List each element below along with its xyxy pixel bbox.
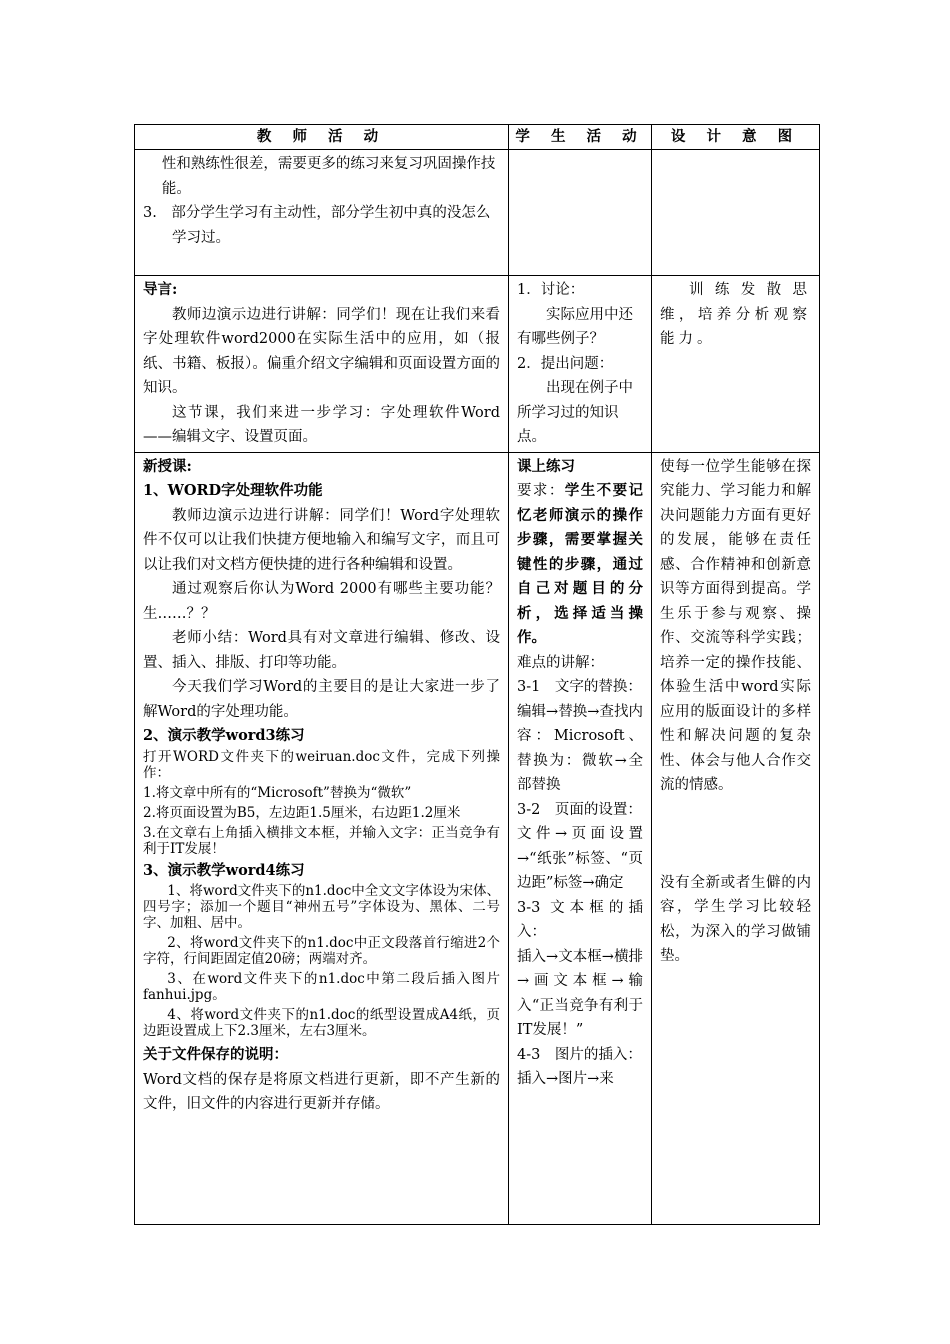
row1-teacher-cell [135, 150, 509, 276]
section3-title: 3、演示教学word4练习 [143, 861, 305, 879]
section3-line-3: 3、在word文件夹下的n1.doc中第二段后插入图片fanhui.jpg。 [143, 971, 500, 1003]
row1-teacher-line2: 3. 部分学生学习有主动性，部分学生初中真的没怎么学习过。 [143, 205, 491, 246]
header-student-activity: 学 生 活 动 [509, 125, 652, 150]
practice-requirement [517, 479, 643, 651]
requirement-label: 要求： [517, 483, 565, 499]
step-3-3-text: 插入→文本框→横排→画文本框→输入“正当竞争有利于IT发展！” [517, 948, 643, 1038]
row3-design-text-1: 使每一位学生能够在探究能力、学习能力和解决问题能力方面有更好的发展，能够在责任感、合作精神和创新意识等方面得到提高。学生乐于参与观察、操作、交流等科学实践；培养一定的操作技能、体验生活中word实际应用的版面设计的多样性和解决问题的复杂性、体会与他人合作交流的情感。 [660, 458, 811, 793]
student-question-text: 出现在例子中所学习过的知识点。 [517, 380, 633, 445]
step-3-2-text: 文件→页面设置→“纸张”标签、“页边距”标签→确定 [517, 826, 643, 891]
row3-student-cell [509, 452, 652, 1224]
section1-paragraph-2: 通过观察后你认为Word 2000有哪些主要功能？生……？？ [143, 581, 500, 622]
section2-line-3: 2.将页面设置为B5，左边距1.5厘米，右边距1.2厘米 [143, 804, 461, 821]
section2-line-1: 打开WORD文件夹下的weiruan.doc文件，完成下列操作： [143, 748, 500, 781]
section2-title: 2、演示教学word3练习 [143, 727, 305, 744]
student-discuss: 1．讨论： [517, 282, 585, 298]
section3-line-2: 2、将word文件夹下的n1.doc中正文段落首行缩进2个字符，行间距固定值20磅；两端对齐。 [143, 935, 500, 967]
step-4-3-title: 4-3 图片的插入： [517, 1046, 642, 1063]
step-3-1-text: 编辑→替换→查找内容：Microsoft、替换为：微软→全部替换 [517, 703, 643, 793]
difficulty-label: 难点的讲解： [517, 654, 604, 671]
section4-text: Word文档的保存是将原文档进行更新，即不产生新的文件，旧文件的内容进行更新并存储。 [143, 1071, 500, 1112]
new-lesson-heading: 新授课: [143, 457, 192, 475]
section1-paragraph-3: 老师小结：Word具有对文章进行编辑、修改、设置、插入、排版、打印等功能。 [143, 630, 500, 671]
section4-title: 关于文件保存的说明： [143, 1046, 288, 1063]
section3-line-4: 4、将word文件夹下的n1.doc的纸型设置成A4纸，页边距设置成上下2.3厘米，左右3厘米。 [143, 1007, 500, 1039]
section2-line-2: 1.将文章中所有的“Microsoft”替换为“微软” [143, 784, 412, 801]
step-3-2-title: 3-2 页面的设置： [517, 801, 642, 818]
section2-line-4: 3.在文章右上角插入横排文本框，并输入文字：正当竞争有利于IT发展！ [143, 824, 500, 857]
row3-design-text-2: 没有全新或者生僻的内容，学生学习比较轻松，为深入的学习做铺垫。 [660, 874, 811, 964]
section3-line-1: 1、将word文件夹下的n1.doc中全文文字体设为宋体、四号字；添加一个题目“神州五号”字体设为、黑体、二号字、加粗、居中。 [143, 883, 500, 931]
row1-teacher-line1: 性和熟练性很差，需要更多的练习来复习巩固操作技能。 [161, 156, 496, 197]
row2-design-cell [652, 276, 820, 453]
practice-title: 课上练习 [517, 457, 575, 475]
step-3-1-title: 3-1 文字的替换： [517, 679, 642, 695]
row3-design-cell [652, 452, 820, 1224]
row1-student-cell [509, 150, 652, 276]
section1-paragraph-1: 教师边演示边进行讲解：同学们！Word字处理软件不仅可以让我们快捷方便地输入和编写文字，而且可以让我们对文档方便快捷的进行各种编辑和设置。 [143, 507, 500, 573]
requirement-text: 学生不要记忆老师演示的操作步骤，需要掌握关键性的步骤，通过自己对题目的分析，选择适当操作。 [517, 482, 644, 646]
intro-paragraph-2: 这节课，我们来进一步学习：字处理软件Word——编辑文字、设置页面。 [143, 404, 500, 445]
table-header-row [135, 125, 820, 150]
lesson-plan-table [134, 124, 820, 1225]
table-row [135, 276, 820, 453]
section1-paragraph-4: 今天我们学习Word的主要目的是让大家进一步了解Word的字处理功能。 [143, 679, 500, 720]
step-4-3-text: 插入→图片→来 [517, 1071, 614, 1087]
table-row [135, 150, 820, 276]
step-3-3-title: 3-3 文本框的插入： [517, 899, 643, 940]
row2-student-cell [509, 276, 652, 453]
header-teacher-activity: 教 师 活 动 [135, 125, 509, 150]
table-row [135, 452, 820, 1224]
student-question: 2．提出问题： [517, 355, 614, 372]
row2-teacher-cell [135, 276, 509, 453]
row3-teacher-cell [135, 452, 509, 1224]
header-design-intent: 设 计 意 图 [652, 125, 820, 150]
row2-design-text: 训练发散思维，培养分析观察能力。 [660, 282, 811, 347]
student-discuss-text: 实际应用中还有哪些例子？ [517, 306, 633, 347]
intro-paragraph-1: 教师边演示边进行讲解：同学们！现在让我们来看字处理软件word2000在实际生活中的应用，如（报纸、书籍、板报）。偏重介绍文字编辑和页面设置方面的知识。 [143, 306, 500, 396]
section1-title: 1、WORD字处理软件功能 [143, 482, 323, 499]
row1-design-cell [652, 150, 820, 276]
intro-heading: 导言: [143, 281, 178, 298]
